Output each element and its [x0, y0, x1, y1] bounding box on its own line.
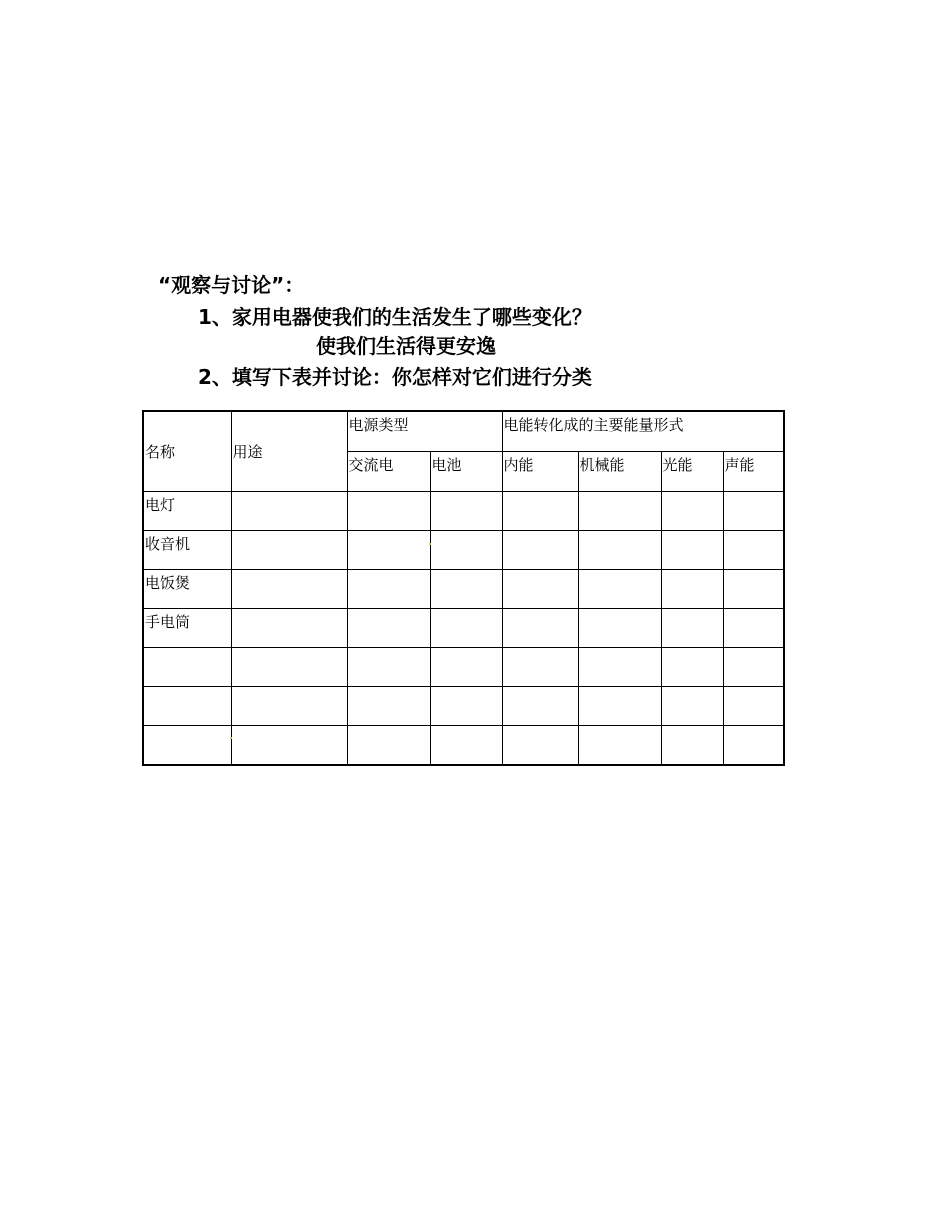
ac-cell[interactable]: [347, 609, 430, 648]
sound-cell[interactable]: [723, 726, 784, 766]
header-ac: 交流电: [347, 452, 430, 492]
table-row: [143, 609, 784, 648]
internal-cell[interactable]: [502, 687, 578, 726]
mechanical-cell[interactable]: [578, 609, 661, 648]
mechanical-cell[interactable]: [578, 492, 661, 531]
header-mechanical: 机械能: [578, 452, 661, 492]
ac-cell[interactable]: [347, 492, 430, 531]
scan-speck: [230, 737, 232, 739]
header-sound: 声能: [723, 452, 784, 492]
mechanical-cell[interactable]: [578, 726, 661, 766]
battery-cell[interactable]: [430, 531, 502, 570]
internal-cell[interactable]: [502, 570, 578, 609]
header-name: 名称: [143, 411, 231, 492]
light-cell[interactable]: [661, 492, 723, 531]
use-cell[interactable]: [231, 726, 347, 766]
light-cell[interactable]: [661, 570, 723, 609]
ac-cell[interactable]: [347, 687, 430, 726]
battery-cell[interactable]: [430, 726, 502, 766]
table-header-row-1: [143, 411, 784, 452]
battery-cell[interactable]: [430, 609, 502, 648]
question-1: 1、家用电器使我们的生活发生了哪些变化？: [198, 305, 592, 329]
ac-cell[interactable]: [347, 726, 430, 766]
light-cell[interactable]: [661, 726, 723, 766]
header-use: 用途: [231, 411, 347, 492]
sound-cell[interactable]: [723, 531, 784, 570]
internal-cell[interactable]: [502, 726, 578, 766]
table-row: [143, 531, 784, 570]
appliance-table-wrapper: [142, 410, 785, 766]
sound-cell[interactable]: [723, 609, 784, 648]
table-row: [143, 726, 784, 766]
battery-cell[interactable]: [430, 492, 502, 531]
table-row: [143, 648, 784, 687]
header-internal: 内能: [502, 452, 578, 492]
ac-cell[interactable]: [347, 648, 430, 687]
light-cell[interactable]: [661, 531, 723, 570]
row-name-cell: 电饭煲: [143, 570, 231, 609]
question-2: 2、填写下表并讨论：你怎样对它们进行分类: [198, 365, 592, 389]
mechanical-cell[interactable]: [578, 648, 661, 687]
table-row: [143, 570, 784, 609]
row-name-cell[interactable]: [143, 648, 231, 687]
internal-cell[interactable]: [502, 609, 578, 648]
row-name-cell: 收音机: [143, 531, 231, 570]
appliance-table: [142, 410, 785, 766]
ac-cell[interactable]: [347, 531, 430, 570]
internal-cell[interactable]: [502, 492, 578, 531]
row-name-cell: 手电筒: [143, 609, 231, 648]
header-battery: 电池: [430, 452, 502, 492]
scan-speck: [429, 543, 431, 545]
internal-cell[interactable]: [502, 531, 578, 570]
ac-cell[interactable]: [347, 570, 430, 609]
light-cell[interactable]: [661, 648, 723, 687]
sound-cell[interactable]: [723, 687, 784, 726]
header-light: 光能: [661, 452, 723, 492]
use-cell[interactable]: [231, 648, 347, 687]
mechanical-cell[interactable]: [578, 687, 661, 726]
battery-cell[interactable]: [430, 648, 502, 687]
battery-cell[interactable]: [430, 687, 502, 726]
mechanical-cell[interactable]: [578, 531, 661, 570]
sound-cell[interactable]: [723, 570, 784, 609]
sound-cell[interactable]: [723, 492, 784, 531]
answer-1: 使我们生活得更安逸: [316, 334, 496, 358]
section-title: “观察与讨论”：: [158, 273, 305, 297]
row-name-cell: 电灯: [143, 492, 231, 531]
sound-cell[interactable]: [723, 648, 784, 687]
use-cell[interactable]: [231, 570, 347, 609]
header-power-type: 电源类型: [347, 411, 502, 452]
row-name-cell[interactable]: [143, 726, 231, 766]
internal-cell[interactable]: [502, 648, 578, 687]
mechanical-cell[interactable]: [578, 570, 661, 609]
light-cell[interactable]: [661, 687, 723, 726]
header-energy-form: 电能转化成的主要能量形式: [502, 411, 784, 452]
table-row: [143, 492, 784, 531]
battery-cell[interactable]: [430, 570, 502, 609]
table-row: [143, 687, 784, 726]
use-cell[interactable]: [231, 687, 347, 726]
use-cell[interactable]: [231, 609, 347, 648]
light-cell[interactable]: [661, 609, 723, 648]
use-cell[interactable]: [231, 531, 347, 570]
use-cell[interactable]: [231, 492, 347, 531]
row-name-cell[interactable]: [143, 687, 231, 726]
